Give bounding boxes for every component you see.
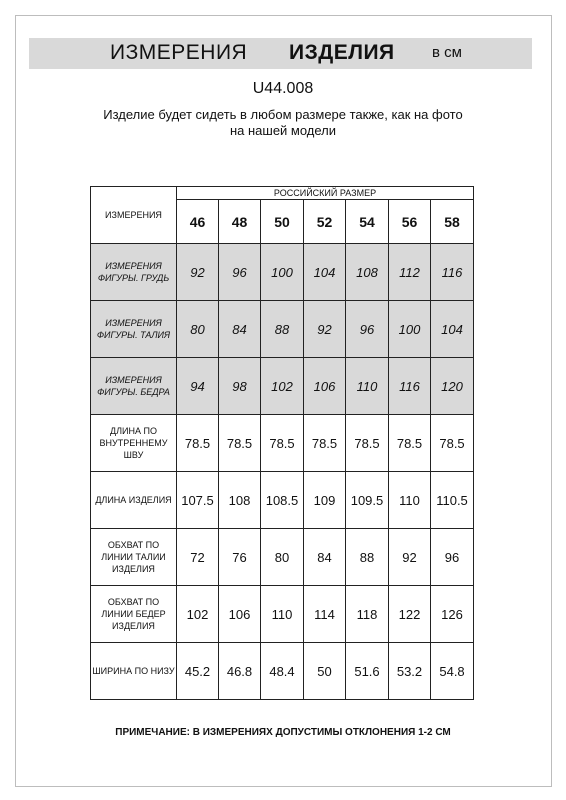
header-banner	[29, 38, 532, 69]
table-cell: 110	[389, 472, 431, 529]
table-cell: 114	[304, 586, 346, 643]
table-cell: 78.5	[304, 415, 346, 472]
table-cell: 46.8	[219, 643, 261, 700]
table-cell: 126	[431, 586, 474, 643]
size-header-cell: 58	[431, 200, 474, 244]
table-row	[91, 244, 474, 301]
table-cell: 104	[431, 301, 474, 358]
table-row	[91, 358, 474, 415]
table-cell: 78.5	[261, 415, 304, 472]
size-system-label: РОССИЙСКИЙ РАЗМЕР	[177, 187, 474, 200]
table-cell: 110	[346, 358, 389, 415]
tolerance-note: ПРИМЕЧАНИЕ: В ИЗМЕРЕНИЯХ ДОПУСТИМЫ ОТКЛОНЕНИЯ 1-2 СМ	[115, 727, 451, 738]
table-row	[91, 643, 474, 700]
table-cell: 45.2	[177, 643, 219, 700]
row-label: ИЗМЕРЕНИЯ ФИГУРЫ. ТАЛИЯ	[91, 301, 177, 358]
row-label: ДЛИНА ПО ВНУТРЕННЕМУ ШВУ	[91, 415, 177, 472]
table-cell: 109	[304, 472, 346, 529]
table-cell: 116	[431, 244, 474, 301]
table-cell: 72	[177, 529, 219, 586]
table-cell: 53.2	[389, 643, 431, 700]
table-cell: 54.8	[431, 643, 474, 700]
table-cell: 88	[346, 529, 389, 586]
row-label: ДЛИНА ИЗДЕЛИЯ	[91, 472, 177, 529]
table-cell: 100	[261, 244, 304, 301]
table-cell: 102	[177, 586, 219, 643]
table-cell: 76	[219, 529, 261, 586]
table-cell: 110.5	[431, 472, 474, 529]
table-cell: 102	[261, 358, 304, 415]
table-row	[91, 472, 474, 529]
table-cell: 112	[389, 244, 431, 301]
table-cell: 88	[261, 301, 304, 358]
size-table	[90, 186, 474, 700]
table-cell: 108	[219, 472, 261, 529]
table-cell: 48.4	[261, 643, 304, 700]
table-cell: 96	[431, 529, 474, 586]
table-cell: 106	[219, 586, 261, 643]
table-cell: 51.6	[346, 643, 389, 700]
row-label: ИЗМЕРЕНИЯ ФИГУРЫ. БЕДРА	[91, 358, 177, 415]
table-cell: 106	[304, 358, 346, 415]
table-cell: 78.5	[431, 415, 474, 472]
size-header-cell: 54	[346, 200, 389, 244]
table-cell: 84	[219, 301, 261, 358]
table-cell: 110	[261, 586, 304, 643]
table-cell: 98	[219, 358, 261, 415]
table-cell: 108.5	[261, 472, 304, 529]
size-header-cell: 48	[219, 200, 261, 244]
row-label: ШИРИНА ПО НИЗУ	[91, 643, 177, 700]
table-cell: 120	[431, 358, 474, 415]
fit-note: Изделие будет сидеть в любом размере также, как на фото на нашей модели	[103, 107, 463, 138]
table-cell: 92	[177, 244, 219, 301]
size-header-cell: 52	[304, 200, 346, 244]
table-cell: 78.5	[389, 415, 431, 472]
table-cell: 107.5	[177, 472, 219, 529]
table-cell: 96	[219, 244, 261, 301]
table-cell: 122	[389, 586, 431, 643]
table-row	[91, 529, 474, 586]
table-cell: 109.5	[346, 472, 389, 529]
table-cell: 100	[389, 301, 431, 358]
header-title-part1: ИЗМЕРЕНИЯ	[110, 41, 248, 64]
table-cell: 92	[304, 301, 346, 358]
table-corner-label: ИЗМЕРЕНИЯ	[91, 187, 177, 244]
row-label: ОБХВАТ ПО ЛИНИИ БЕДЕР ИЗДЕЛИЯ	[91, 586, 177, 643]
table-row	[91, 586, 474, 643]
table-cell: 92	[389, 529, 431, 586]
table-cell: 104	[304, 244, 346, 301]
size-header-cell: 50	[261, 200, 304, 244]
table-cell: 94	[177, 358, 219, 415]
table-cell: 80	[261, 529, 304, 586]
table-cell: 50	[304, 643, 346, 700]
table-cell: 108	[346, 244, 389, 301]
article-number: U44.008	[252, 80, 314, 97]
table-cell: 80	[177, 301, 219, 358]
table-row	[91, 301, 474, 358]
table-cell: 116	[389, 358, 431, 415]
row-label: ОБХВАТ ПО ЛИНИИ ТАЛИИ ИЗДЕЛИЯ	[91, 529, 177, 586]
size-header-cell: 46	[177, 200, 219, 244]
table-cell: 78.5	[346, 415, 389, 472]
row-label: ИЗМЕРЕНИЯ ФИГУРЫ. ГРУДЬ	[91, 244, 177, 301]
table-cell: 78.5	[219, 415, 261, 472]
table-cell: 84	[304, 529, 346, 586]
header-unit: в см	[432, 44, 462, 61]
table-cell: 96	[346, 301, 389, 358]
header-title-part2: ИЗДЕЛИЯ	[289, 41, 395, 64]
size-header-cell: 56	[389, 200, 431, 244]
table-row	[91, 415, 474, 472]
table-cell: 78.5	[177, 415, 219, 472]
table-cell: 118	[346, 586, 389, 643]
